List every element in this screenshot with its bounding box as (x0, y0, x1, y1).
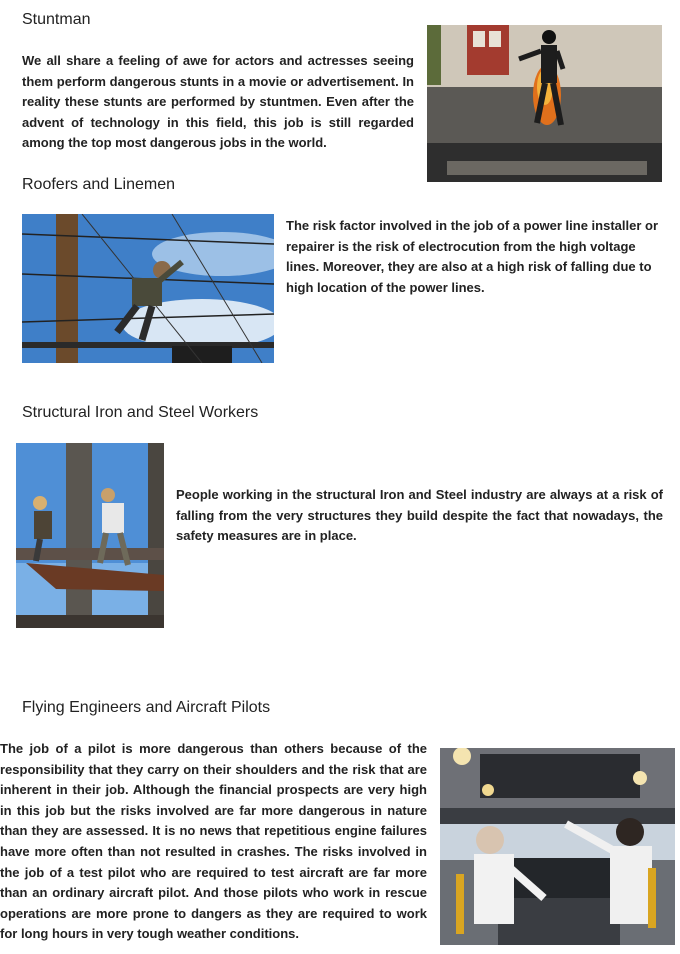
lineman-photo (22, 214, 274, 363)
paragraph-stuntman: We all share a feeling of awe for actors and actresses seeing them perform dangerous stunts in a movie or advertisement. In reality these stunts are performed by stuntmen. Even after the advent of technology in this field, this job is still regarded among the top most dangerous jobs in the world. (22, 53, 414, 151)
iron-workers-photo (16, 443, 164, 628)
heading-iron-steel-workers: Structural Iron and Steel Workers (22, 404, 259, 421)
paragraph-iron-steel-workers: People working in the structural Iron and Steel industry are always at a risk of falling from the very structures they build despite the fact that nowadays, the safety measures are in place. (176, 487, 663, 544)
paragraph-pilots: The job of a pilot is more dangerous than others because of the responsibility that they carry on their shoulders and the risk that are inherent in their job. Although the financial prospects are very high in this job but the risks involved are far more dangerous in nature than they are assessed. It is no news that repetitious engine failures have more often than not resulted in crashes. The risks involved in the job of a test pilot who are required to test aircraft are far more than an ordinary aircraft pilot. And those pilots who work in rescue operations are more prone to dangers as they are required to work for long hours in very tough weather conditions. (0, 741, 427, 942)
heading-roofers-linemen: Roofers and Linemen (22, 176, 175, 193)
cockpit-photo (440, 748, 675, 945)
heading-stuntman: Stuntman (22, 11, 91, 28)
stuntman-photo (427, 25, 662, 182)
heading-pilots: Flying Engineers and Aircraft Pilots (22, 699, 271, 716)
paragraph-roofers-linemen: The risk factor involved in the job of a power line installer or repairer is the risk of electrocution from the high voltage lines. Moreover, they are also at a high risk of falling due to high location of the power lines. (286, 218, 659, 295)
